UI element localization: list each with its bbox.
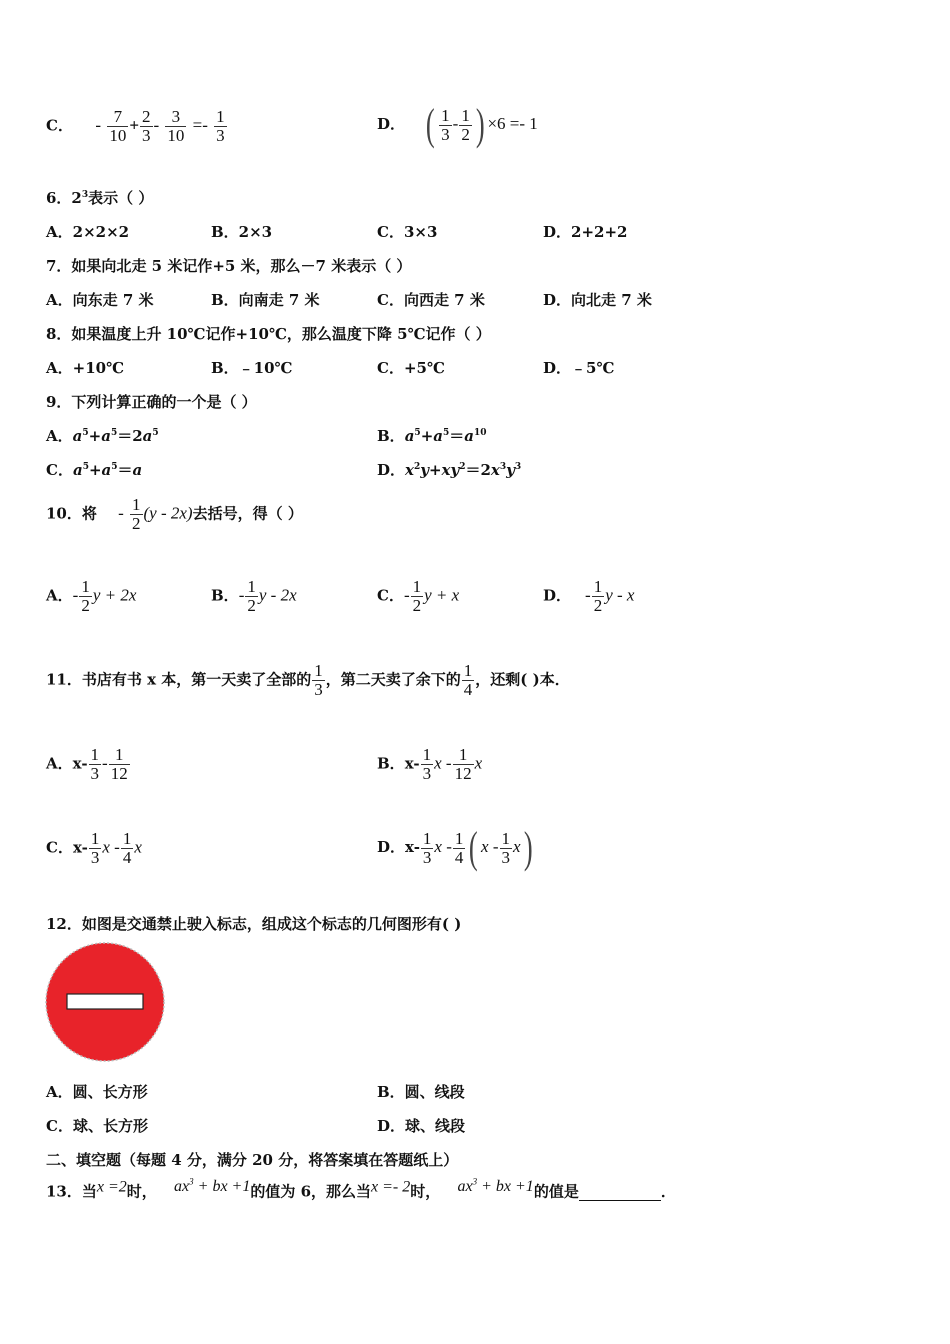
denominator: 3 xyxy=(90,763,100,783)
option-label: A． xyxy=(46,754,73,773)
math-symbol: - xyxy=(585,585,591,605)
fraction xyxy=(214,108,227,145)
numerator: 1 xyxy=(461,105,470,125)
q8-stem: 8．如果温度上升 10℃记作+10℃，那么温度下降 5℃记作（ ） xyxy=(46,325,491,343)
numerator: 1 xyxy=(458,745,468,764)
exponent: 5 xyxy=(82,462,89,472)
denominator: 3 xyxy=(216,125,225,145)
numerator: 1 xyxy=(90,745,100,764)
q10-option-d xyxy=(543,578,634,615)
stem-text: 时， xyxy=(126,1182,157,1201)
math-symbol: - xyxy=(95,115,102,135)
math-expression: y + x xyxy=(424,585,460,605)
denominator: 12 xyxy=(110,763,128,783)
denominator: 2 xyxy=(461,124,470,144)
q8-option-d: D．﹣5℃ xyxy=(543,359,615,377)
variable: x xyxy=(134,837,142,857)
exponent: 5 xyxy=(82,428,89,438)
variable: xy xyxy=(441,461,460,479)
exponent: 10 xyxy=(474,428,487,438)
denominator: 2 xyxy=(81,595,90,615)
stem-text: 10．将 xyxy=(46,504,97,523)
fraction xyxy=(107,108,128,145)
fraction xyxy=(79,578,92,615)
option-label: D． xyxy=(377,461,406,479)
operator: + xyxy=(420,427,434,445)
right-paren: ) xyxy=(475,100,485,149)
math-term: + bx +1 xyxy=(477,1178,534,1196)
variable: x xyxy=(513,837,521,856)
q11-option-c xyxy=(46,830,142,867)
fraction xyxy=(89,830,102,867)
math-symbol: + xyxy=(129,115,140,135)
q9-option-c xyxy=(46,459,142,480)
no-entry-sign-image xyxy=(44,941,166,1063)
stem-text: 的值为 6，那么当 xyxy=(250,1182,372,1201)
math-expression: y - 2x xyxy=(258,585,297,605)
variable: a xyxy=(142,427,153,445)
option-label: A． xyxy=(46,586,73,605)
q6-option-a: A．2×2×2 xyxy=(46,223,130,241)
math-symbol: - xyxy=(72,585,79,605)
q6-stem xyxy=(46,187,153,208)
stem-text: 6．2 xyxy=(46,189,82,207)
q11-stem xyxy=(46,662,570,699)
stem-text: ，还剩( )本． xyxy=(475,670,570,689)
variable: a xyxy=(72,461,83,479)
math-expression: x - xyxy=(102,837,120,857)
q8-option-a: A．+10℃ xyxy=(46,359,125,377)
stem-text: 的值是 xyxy=(533,1182,579,1201)
math-symbol: - xyxy=(452,114,459,133)
math-expression: x =2 xyxy=(96,1178,127,1196)
variable: y xyxy=(420,461,429,479)
no-entry-sign-icon xyxy=(44,941,166,1063)
q8-option-b: B．﹣10℃ xyxy=(211,359,293,377)
q10-option-b xyxy=(211,578,297,615)
numerator: 1 xyxy=(422,828,432,848)
denominator: 2 xyxy=(247,595,256,615)
denominator: 3 xyxy=(142,125,151,145)
numerator: 2 xyxy=(142,107,151,126)
denominator: 2 xyxy=(412,595,422,615)
variable: a xyxy=(132,461,143,479)
math-expression: x- xyxy=(72,754,88,773)
numerator: 1 xyxy=(216,107,225,126)
operator: + xyxy=(88,427,102,445)
math-expression: x- xyxy=(405,838,420,856)
option-label: C． xyxy=(46,116,73,135)
math-expression xyxy=(174,1178,250,1195)
fraction xyxy=(130,496,143,533)
denominator: 3 xyxy=(422,763,432,783)
math-expression: x- xyxy=(404,754,420,773)
q6-option-d: D．2+2+2 xyxy=(543,223,628,241)
exponent: 3 xyxy=(472,1177,478,1187)
option-label: D． xyxy=(543,586,572,605)
numerator: 1 xyxy=(132,495,141,514)
fraction xyxy=(459,107,472,144)
q12-option-a: A．圆、长方形 xyxy=(46,1083,148,1101)
denominator: 3 xyxy=(314,679,323,699)
option-label: C． xyxy=(46,461,73,479)
stem-text: 时， xyxy=(410,1182,441,1201)
math-term: ax xyxy=(174,1178,190,1196)
math-expression: x - xyxy=(481,837,499,856)
exponent: 5 xyxy=(110,428,118,438)
denominator: 2 xyxy=(593,595,603,615)
fraction xyxy=(421,746,434,783)
numerator: 1 xyxy=(114,745,124,764)
stem-text: ，第二天卖了余下的 xyxy=(325,670,461,689)
operator: ＝ xyxy=(117,461,133,479)
math-expression: (y - 2x) xyxy=(143,503,193,523)
q10-option-a xyxy=(46,578,136,615)
operator: + xyxy=(88,461,102,479)
q11-option-d xyxy=(377,823,535,872)
variable: a xyxy=(72,427,83,445)
exponent: 5 xyxy=(152,428,159,438)
denominator: 12 xyxy=(454,763,472,783)
fraction xyxy=(140,108,153,145)
q5-option-c xyxy=(46,108,228,145)
math-expression: x - xyxy=(434,837,452,856)
q7-option-d: D．向北走 7 米 xyxy=(543,291,652,309)
option-label: A． xyxy=(46,427,73,445)
option-label: C． xyxy=(46,838,73,857)
variable: x xyxy=(474,753,483,773)
q13-stem xyxy=(46,1177,676,1201)
numerator: 1 xyxy=(90,829,100,848)
math-symbol: - xyxy=(403,585,410,605)
q9-option-d xyxy=(377,459,521,480)
math-symbol: - xyxy=(153,115,160,135)
math-expression: ×6 =- 1 xyxy=(487,114,538,133)
math-term: + bx +1 xyxy=(193,1178,251,1196)
numerator: 1 xyxy=(441,105,450,125)
option-label: B． xyxy=(211,586,239,605)
numerator: 3 xyxy=(171,107,181,126)
operator: + xyxy=(428,461,442,479)
denominator: 3 xyxy=(90,847,100,867)
exponent: 3 xyxy=(499,462,507,472)
variable: y xyxy=(506,461,515,479)
math-expression xyxy=(458,1178,534,1195)
operator: ＝2 xyxy=(465,461,491,479)
answer-blank[interactable] xyxy=(579,1186,661,1201)
q7-stem: 7．如果向北走 5 米记作+5 米，那么－7 米表示（ ） xyxy=(46,257,412,275)
fraction xyxy=(421,830,434,867)
option-label: B． xyxy=(377,754,405,773)
q9-option-a xyxy=(46,425,159,446)
stem-text: 去括号，得（ ） xyxy=(192,504,303,523)
q7-option-c: C．向西走 7 米 xyxy=(377,291,485,309)
numerator: 7 xyxy=(113,107,123,126)
section-title: 二、填空题（每题 4 分，满分 20 分，将答案填在答题纸上） xyxy=(46,1151,459,1169)
denominator: 10 xyxy=(109,125,127,145)
stem-text: ． xyxy=(660,1182,676,1201)
exponent: 5 xyxy=(443,428,450,438)
fraction xyxy=(592,578,605,615)
q6-option-c: C．3×3 xyxy=(377,223,438,241)
math-term: ax xyxy=(457,1178,473,1196)
q11-option-a xyxy=(46,746,131,783)
numerator: 1 xyxy=(122,829,132,848)
math-expression: x =- 2 xyxy=(371,1178,411,1196)
numerator: 1 xyxy=(412,577,422,596)
numerator: 1 xyxy=(454,828,464,848)
math-expression: y - x xyxy=(605,585,635,605)
fraction xyxy=(500,830,513,867)
fraction xyxy=(109,746,130,783)
exponent: 3 xyxy=(81,190,89,200)
numerator: 1 xyxy=(314,661,323,680)
exponent: 3 xyxy=(514,462,522,472)
q8-option-c: C．+5℃ xyxy=(377,359,445,377)
q12-option-c: C．球、长方形 xyxy=(46,1117,148,1135)
sign-bar xyxy=(67,994,143,1009)
denominator: 4 xyxy=(463,679,473,699)
denominator: 3 xyxy=(441,124,450,144)
q7-option-b: B．向南走 7 米 xyxy=(211,291,320,309)
fraction xyxy=(89,746,102,783)
fraction xyxy=(312,662,325,699)
exponent: 5 xyxy=(414,428,421,438)
variable: x xyxy=(490,461,500,479)
q9-stem: 9．下列计算正确的一个是（ ） xyxy=(46,393,257,411)
math-symbol: =- xyxy=(192,115,208,135)
math-expression: x - xyxy=(434,753,452,773)
stem-text: 11．书店有书 x 本，第一天卖了全部的 xyxy=(46,670,312,689)
q12-stem: 12．如图是交通禁止驶入标志，组成这个标志的几何图形有( ) xyxy=(46,915,462,933)
numerator: 1 xyxy=(463,661,473,680)
q10-stem xyxy=(46,496,303,533)
fraction xyxy=(439,107,452,144)
fraction xyxy=(245,578,258,615)
denominator: 3 xyxy=(501,847,511,867)
variable: a xyxy=(101,427,111,445)
math-symbol: - xyxy=(102,753,108,773)
numerator: 1 xyxy=(593,577,603,596)
math-expression: x- xyxy=(72,838,88,857)
variable: a xyxy=(433,427,443,445)
stem-text: 表示（ ） xyxy=(88,189,154,207)
fraction xyxy=(411,578,424,615)
right-paren: ) xyxy=(523,823,533,872)
exponent: 3 xyxy=(189,1177,194,1187)
denominator: 4 xyxy=(454,847,464,867)
fraction xyxy=(453,746,474,783)
math-symbol: - xyxy=(118,503,124,523)
q6-option-b: B．2×3 xyxy=(211,223,273,241)
option-label: D． xyxy=(377,838,406,856)
q12-option-d: D．球、线段 xyxy=(377,1117,466,1135)
exponent: 2 xyxy=(413,462,421,472)
q12-option-b: B．圆、线段 xyxy=(377,1083,465,1101)
left-paren: ( xyxy=(469,823,479,872)
q7-option-a: A．向东走 7 米 xyxy=(46,291,154,309)
variable: x xyxy=(405,461,414,479)
variable: a xyxy=(404,427,415,445)
option-label: D． xyxy=(377,115,406,133)
denominator: 3 xyxy=(422,847,432,867)
fraction xyxy=(165,108,186,145)
numerator: 1 xyxy=(247,577,256,596)
denominator: 2 xyxy=(132,513,141,533)
math-symbol: - xyxy=(238,585,245,605)
q5-option-d xyxy=(377,100,538,149)
fraction xyxy=(121,830,134,867)
option-label: B． xyxy=(377,427,405,445)
stem-text: 13．当 xyxy=(46,1182,97,1201)
q9-option-b xyxy=(377,425,487,446)
denominator: 4 xyxy=(122,847,132,867)
q10-option-c xyxy=(377,578,459,615)
operator: ＝ xyxy=(449,427,465,445)
q11-option-b xyxy=(377,746,482,783)
numerator: 1 xyxy=(81,577,90,596)
fraction xyxy=(453,830,466,867)
variable: a xyxy=(464,427,475,445)
option-label: C． xyxy=(377,586,404,605)
exponent: 2 xyxy=(459,462,466,472)
denominator: 10 xyxy=(167,125,185,145)
operator: ＝2 xyxy=(117,427,143,445)
numerator: 1 xyxy=(501,828,511,848)
numerator: 1 xyxy=(422,745,432,764)
left-paren: ( xyxy=(426,100,436,149)
variable: a xyxy=(101,461,112,479)
fraction xyxy=(462,662,475,699)
math-expression: y + 2x xyxy=(92,585,137,605)
exponent: 5 xyxy=(111,462,118,472)
